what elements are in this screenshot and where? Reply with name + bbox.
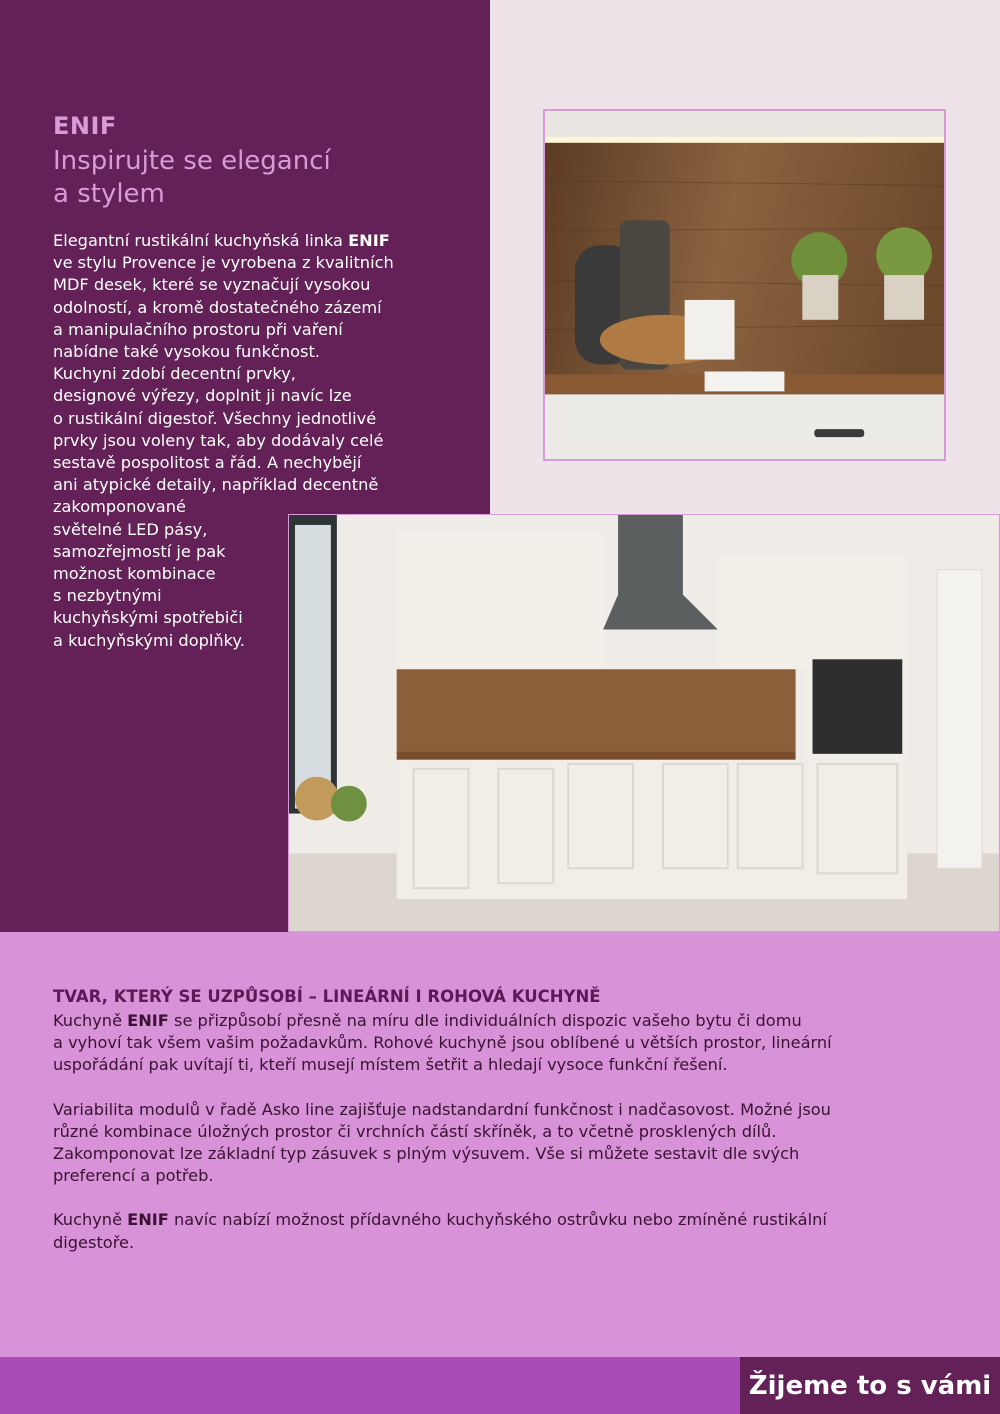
text-segment: různé kombinace úložných prostor či vrchních částí skříněk, a to včetně prosklených dílů. bbox=[53, 1121, 777, 1141]
text-line bbox=[53, 1054, 953, 1076]
text-line bbox=[53, 1121, 953, 1143]
section-paragraph bbox=[53, 1010, 953, 1077]
text-segment: digestoře. bbox=[53, 1232, 135, 1252]
text-segment: Kuchyně bbox=[53, 1210, 128, 1230]
text-segment: uspořádání pak uvítají ti, kteří musejí místem šetřit a hledají vysoce funkční řešení. bbox=[53, 1055, 728, 1075]
text-line bbox=[53, 1143, 953, 1165]
text-line bbox=[53, 474, 443, 496]
kitchen-detail-photo bbox=[543, 109, 946, 461]
text-line bbox=[53, 430, 443, 452]
section-body bbox=[53, 1010, 953, 1276]
text-line bbox=[53, 1099, 953, 1121]
text-line bbox=[53, 363, 443, 385]
text-line bbox=[53, 1209, 953, 1231]
text-line bbox=[53, 1232, 953, 1254]
section-heading: TVAR, KTERÝ SE UZPŮSOBÍ – LINEÁRNÍ I ROHOVÁ KUCHYNĚ bbox=[53, 987, 601, 1006]
subtitle-line: a stylem bbox=[53, 179, 165, 209]
text-segment: preferencí a potřeb. bbox=[53, 1166, 214, 1186]
brand-mention: ENIF bbox=[127, 1011, 169, 1030]
page-subtitle bbox=[53, 145, 453, 211]
text-line bbox=[53, 252, 443, 274]
text-segment: odolností, a kromě dostatečného zázemí bbox=[53, 297, 382, 317]
kitchen-overview-photo bbox=[288, 514, 1000, 932]
text-segment: světelné LED pásy, bbox=[53, 519, 208, 539]
text-line bbox=[53, 297, 443, 319]
section-paragraph bbox=[53, 1099, 953, 1188]
brand-title: ENIF bbox=[53, 112, 117, 140]
text-line bbox=[53, 230, 443, 252]
text-segment: MDF desek, které se vyznačují vysokou bbox=[53, 275, 371, 295]
text-segment: ani atypické detaily, například decentně bbox=[53, 475, 379, 495]
text-segment: a vyhoví tak všem vašim požadavkům. Rohové kuchyně jsou oblíbené u větších prostor, lineární bbox=[53, 1033, 832, 1053]
text-segment: prvky jsou voleny tak, aby dodávaly celé bbox=[53, 430, 384, 450]
text-segment: Variabilita modulů v řadě Asko line zajišťuje nadstandardní funkčnost i nadčasovost. Možné jsou bbox=[53, 1099, 831, 1119]
text-segment: designové výřezy, doplnit ji navíc lze bbox=[53, 386, 352, 406]
text-segment: s nezbytnými bbox=[53, 586, 162, 606]
text-line bbox=[53, 319, 443, 341]
text-segment: možnost kombinace bbox=[53, 564, 216, 584]
text-line bbox=[53, 1165, 953, 1187]
text-segment: Elegantní rustikální kuchyňská linka bbox=[53, 231, 349, 250]
text-line bbox=[53, 1032, 953, 1054]
text-segment: navíc nabízí možnost přídavného kuchyňského ostrůvku nebo zmíněné rustikální bbox=[168, 1210, 827, 1230]
text-line bbox=[53, 341, 443, 363]
text-segment: Kuchyni zdobí decentní prvky, bbox=[53, 364, 296, 384]
text-segment: o rustikální digestoř. Všechny jednotlivé bbox=[53, 408, 377, 428]
subtitle-line: Inspirujte se elegancí bbox=[53, 146, 331, 176]
text-line bbox=[53, 274, 443, 296]
text-segment: se přizpůsobí přesně na míru dle individuálních dispozic vašeho bytu či domu bbox=[168, 1011, 802, 1030]
text-segment: a manipulačního prostoru při vaření bbox=[53, 319, 343, 339]
brand-mention: ENIF bbox=[348, 231, 390, 250]
text-segment: sestavě pospolitost a řád. A nechybějí bbox=[53, 453, 362, 473]
text-segment: Zakomponovat lze základní typ zásuvek s plným výsuvem. Vše si můžete sestavit dle svých bbox=[53, 1144, 800, 1164]
text-segment: kuchyňskými spotřebiči bbox=[53, 608, 243, 628]
text-line bbox=[53, 452, 443, 474]
text-line bbox=[53, 385, 443, 407]
text-segment: Kuchyně bbox=[53, 1011, 128, 1030]
text-segment: samozřejmostí je pak bbox=[53, 541, 226, 561]
section-paragraph bbox=[53, 1209, 953, 1253]
brand-mention: ENIF bbox=[127, 1210, 169, 1230]
text-segment: ve stylu Provence je vyrobena z kvalitních bbox=[53, 253, 394, 273]
text-segment: nabídne také vysokou funkčnost. bbox=[53, 342, 320, 362]
text-line bbox=[53, 408, 443, 430]
text-segment: zakomponované bbox=[53, 497, 186, 517]
text-segment: a kuchyňskými doplňky. bbox=[53, 630, 245, 650]
text-line bbox=[53, 1010, 953, 1032]
footer-tagline: Žijeme to s vámi bbox=[740, 1357, 1000, 1414]
